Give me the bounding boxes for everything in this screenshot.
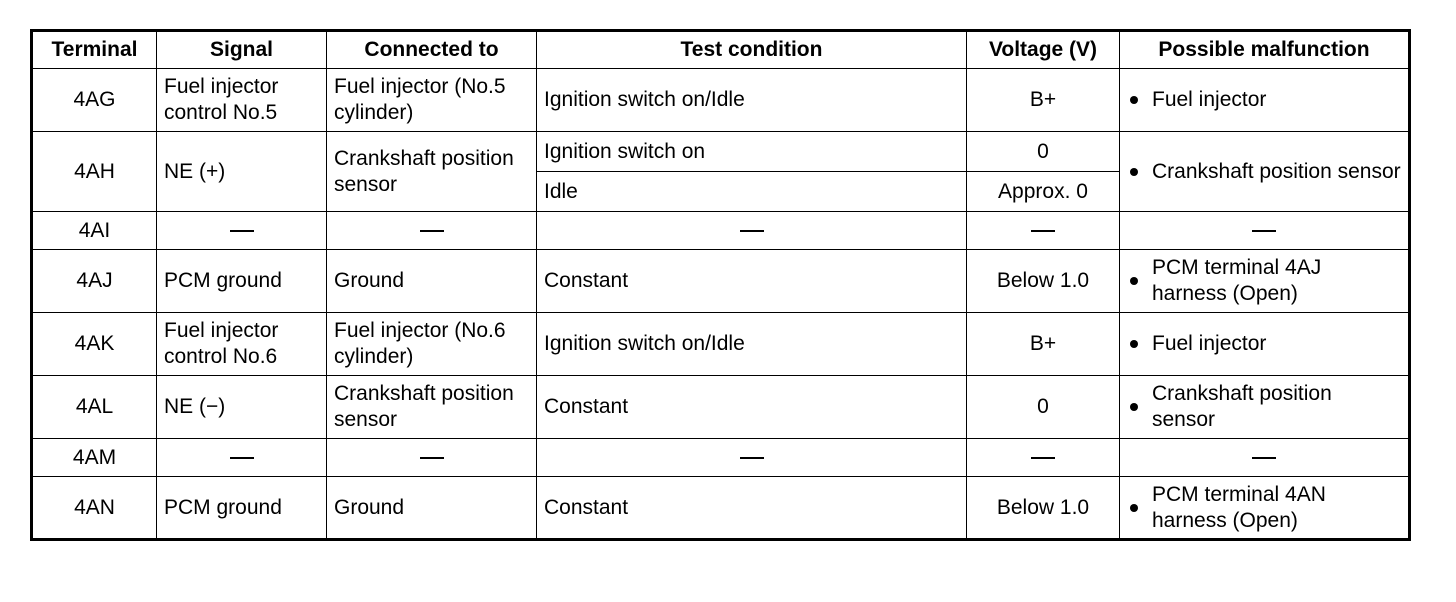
signal-cell: Fuel injector control No.6 xyxy=(157,313,327,376)
malfunction-cell xyxy=(1120,132,1410,212)
malfunction-text: Fuel injector xyxy=(1152,88,1267,112)
connected-to-cell: Fuel injector (No.5 cylinder) xyxy=(327,69,537,132)
voltage-cell xyxy=(967,439,1120,477)
dash-mark xyxy=(420,457,444,459)
dash-mark xyxy=(420,230,444,232)
connected-to-cell xyxy=(327,439,537,477)
table-row xyxy=(32,439,1410,477)
table-row xyxy=(32,132,1410,172)
signal-cell: Fuel injector control No.5 xyxy=(157,69,327,132)
test-condition-cell: Idle xyxy=(537,172,967,212)
terminal-cell: 4AM xyxy=(32,439,157,477)
test-condition-cell xyxy=(537,212,967,250)
terminal-cell: 4AH xyxy=(32,132,157,212)
voltage-cell xyxy=(967,212,1120,250)
voltage-cell: Approx. 0 xyxy=(967,172,1120,212)
test-condition-cell: Ignition switch on/Idle xyxy=(537,69,967,132)
malfunction-text: PCM terminal 4AN harness (Open) xyxy=(1152,482,1326,532)
test-condition-cell: Constant xyxy=(537,477,967,540)
dash-mark xyxy=(1031,230,1055,232)
header-signal: Signal xyxy=(157,31,327,69)
signal-cell: PCM ground xyxy=(157,477,327,540)
header-voltage: Voltage (V) xyxy=(967,31,1120,69)
bullet-icon xyxy=(1130,403,1138,411)
connected-to-cell: Ground xyxy=(327,250,537,313)
table-row xyxy=(32,376,1410,439)
bullet-icon xyxy=(1130,277,1138,285)
connected-to-cell: Crankshaft position sensor xyxy=(327,132,537,212)
malfunction-cell xyxy=(1120,212,1410,250)
connected-to-cell xyxy=(327,212,537,250)
header-connected-to: Connected to xyxy=(327,31,537,69)
dash-mark xyxy=(230,457,254,459)
signal-cell: NE (+) xyxy=(157,132,327,212)
bullet-icon xyxy=(1130,168,1138,176)
terminal-cell: 4AK xyxy=(32,313,157,376)
test-condition-cell: Ignition switch on xyxy=(537,132,967,172)
terminal-cell: 4AL xyxy=(32,376,157,439)
malfunction-cell xyxy=(1120,376,1410,439)
test-condition-cell: Constant xyxy=(537,376,967,439)
malfunction-text: Crankshaft position sensor xyxy=(1152,382,1332,431)
header-test-condition: Test condition xyxy=(537,31,967,69)
malfunction-text: PCM terminal 4AJ harness (Open) xyxy=(1152,256,1322,305)
test-condition-cell xyxy=(537,439,967,477)
voltage-cell: Below 1.0 xyxy=(967,477,1120,540)
table-row xyxy=(32,313,1410,376)
bullet-icon xyxy=(1130,340,1138,348)
pcm-terminal-voltage-table xyxy=(30,29,1411,541)
table-row xyxy=(32,69,1410,132)
malfunction-text: Fuel injector xyxy=(1152,332,1267,356)
dash-mark xyxy=(1252,230,1276,232)
voltage-cell: B+ xyxy=(967,69,1120,132)
header-terminal: Terminal xyxy=(32,31,157,69)
signal-cell xyxy=(157,212,327,250)
signal-cell xyxy=(157,439,327,477)
terminal-cell: 4AI xyxy=(32,212,157,250)
header-row xyxy=(32,31,1410,69)
signal-cell: PCM ground xyxy=(157,250,327,313)
voltage-cell: B+ xyxy=(967,313,1120,376)
malfunction-cell xyxy=(1120,439,1410,477)
dash-mark xyxy=(1252,457,1276,459)
bullet-icon xyxy=(1130,504,1138,512)
table-row xyxy=(32,250,1410,313)
header-possible-malfunction: Possible malfunction xyxy=(1120,31,1410,69)
table-row xyxy=(32,212,1410,250)
terminal-cell: 4AN xyxy=(32,477,157,540)
malfunction-cell xyxy=(1120,250,1410,313)
test-condition-cell: Constant xyxy=(537,250,967,313)
bullet-icon xyxy=(1130,96,1138,104)
dash-mark xyxy=(1031,457,1055,459)
terminal-cell: 4AG xyxy=(32,69,157,132)
terminal-cell: 4AJ xyxy=(32,250,157,313)
malfunction-text: Crankshaft position sensor xyxy=(1152,159,1401,183)
malfunction-cell xyxy=(1120,477,1410,540)
dash-mark xyxy=(230,230,254,232)
connected-to-cell: Ground xyxy=(327,477,537,540)
malfunction-cell xyxy=(1120,313,1410,376)
signal-cell: NE (−) xyxy=(157,376,327,439)
test-condition-cell: Ignition switch on/Idle xyxy=(537,313,967,376)
voltage-cell: 0 xyxy=(967,376,1120,439)
terminal-table-container xyxy=(30,29,1408,541)
table-row xyxy=(32,477,1410,540)
voltage-cell: 0 xyxy=(967,132,1120,172)
dash-mark xyxy=(740,230,764,232)
connected-to-cell: Crankshaft position sensor xyxy=(327,376,537,439)
connected-to-cell: Fuel injector (No.6 cylinder) xyxy=(327,313,537,376)
voltage-cell: Below 1.0 xyxy=(967,250,1120,313)
malfunction-cell xyxy=(1120,69,1410,132)
dash-mark xyxy=(740,457,764,459)
